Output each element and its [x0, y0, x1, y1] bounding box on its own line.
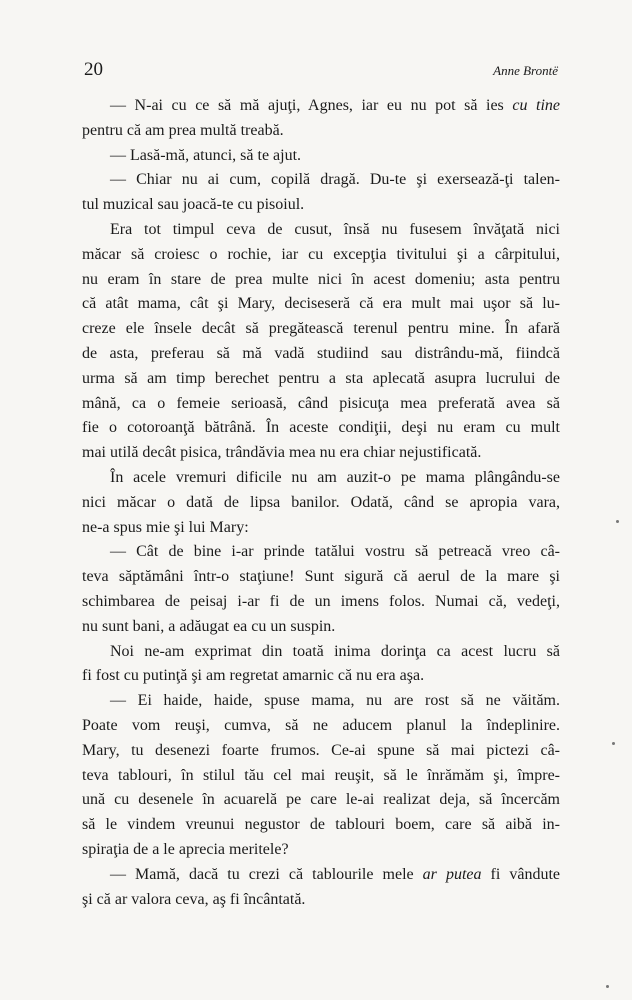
text-line: Noi ne-am exprimat din toată inima dorinţa ca acest lucru să: [110, 642, 560, 660]
text-line: de asta, preferau să mă vadă studiind sau distrându-mă, fiindcă: [82, 344, 560, 362]
text-line: În acele vremuri dificile nu am auzit-o pe mama plângându-se: [110, 468, 560, 486]
text-line: — Ei haide, haide, spuse mama, nu are rost să ne văităm.: [110, 692, 560, 710]
text-line: să le vindem vreunui negustor de tablouri boem, care să aibă in-: [82, 816, 560, 834]
text-line: spiraţia de a le aprecia meritele?: [82, 840, 289, 858]
text-line: fie o cotoroanţă bătrână. În aceste condiţii, deşi nu eram cu mult: [82, 419, 560, 437]
text-line: tul muzical sau joacă-te cu pisoiul.: [82, 196, 305, 214]
scan-speck: [606, 985, 609, 988]
page-number: 20: [84, 59, 103, 80]
text-line: nici măcar o dată de lipsa banilor. Odată, când se apropia vara,: [82, 493, 560, 511]
text-line: pentru că am prea multă treabă.: [82, 121, 284, 139]
text-line: mai utilă decât pisica, trândăvia mea nu era chiar nejustificată.: [82, 444, 482, 462]
text-line: ună cu desenele în acuarelă pe care le-ai realizat deja, să încercăm: [82, 791, 560, 809]
text-line: Mary, tu desenezi foarte frumos. Ce-ai spune să mai pictezi câ-: [82, 741, 560, 759]
text-line: urma să am timp berechet pentru a sta aplecată asupra lucrului de: [82, 369, 560, 387]
scan-speck: [612, 742, 615, 745]
text-line: mână, ca o femeie serioasă, când pisicuţa mea preferată avea să: [82, 394, 560, 412]
text-line: Poate vom reuşi, cumva, să ne aducem planul la îndeplinire.: [82, 716, 560, 734]
page-header: [84, 58, 558, 82]
text-line: ne-a spus mie şi lui Mary:: [82, 518, 249, 536]
text-line: — Lasă-mă, atunci, să te ajut.: [110, 146, 302, 164]
text-line: schimbarea de peisaj i-ar fi de un imens folos. Numai că, vedeţi,: [82, 592, 560, 610]
scan-speck: [616, 520, 619, 523]
text-line: că atât mama, cât şi Mary, deciseseră că era mult mai uşor să lu-: [82, 295, 560, 313]
text-line: teva tablouri, în stilul tău cel mai reuşit, să le înrămăm şi, împre-: [82, 766, 560, 784]
text-line: — Mamă, dacă tu crezi că tablourile mele ar putea fi vândute: [110, 865, 561, 883]
text-line: şi că ar valora ceva, aş fi încântată.: [82, 890, 306, 908]
text-line: fi fost cu putinţă şi am regretat amarnic că nu era aşa.: [82, 667, 425, 685]
text-line: nu sunt bani, a adăugat ea cu un suspin.: [82, 617, 336, 635]
text-line: nu eram în stare de prea multe nici în acest domeniu; asta pentru: [82, 270, 560, 288]
text-line: — Cât de bine i-ar prinde tatălui vostru să petreacă vreo câ-: [110, 543, 560, 561]
text-line: — Chiar nu ai cum, copilă dragă. Du-te şi exersează-ţi talen-: [110, 171, 560, 189]
text-line: măcar să croiesc o rochie, iar cu excepţia tivitului şi a cârpitului,: [82, 245, 560, 263]
running-head-author: Anne Brontë: [493, 63, 558, 78]
text-line: Era tot timpul ceva de cusut, însă nu fusesem învăţată nici: [110, 220, 560, 238]
text-line: — N-ai cu ce să mă ajuţi, Agnes, iar eu nu pot să ies cu tine: [110, 97, 560, 114]
text-line: creze ele însele decât să pregătească terenul pentru mine. În afară: [82, 320, 560, 338]
text-line: teva săptămâni într-o staţiune! Sunt sigură că aerul de la mare şi: [82, 568, 560, 586]
body-text: [82, 94, 560, 912]
